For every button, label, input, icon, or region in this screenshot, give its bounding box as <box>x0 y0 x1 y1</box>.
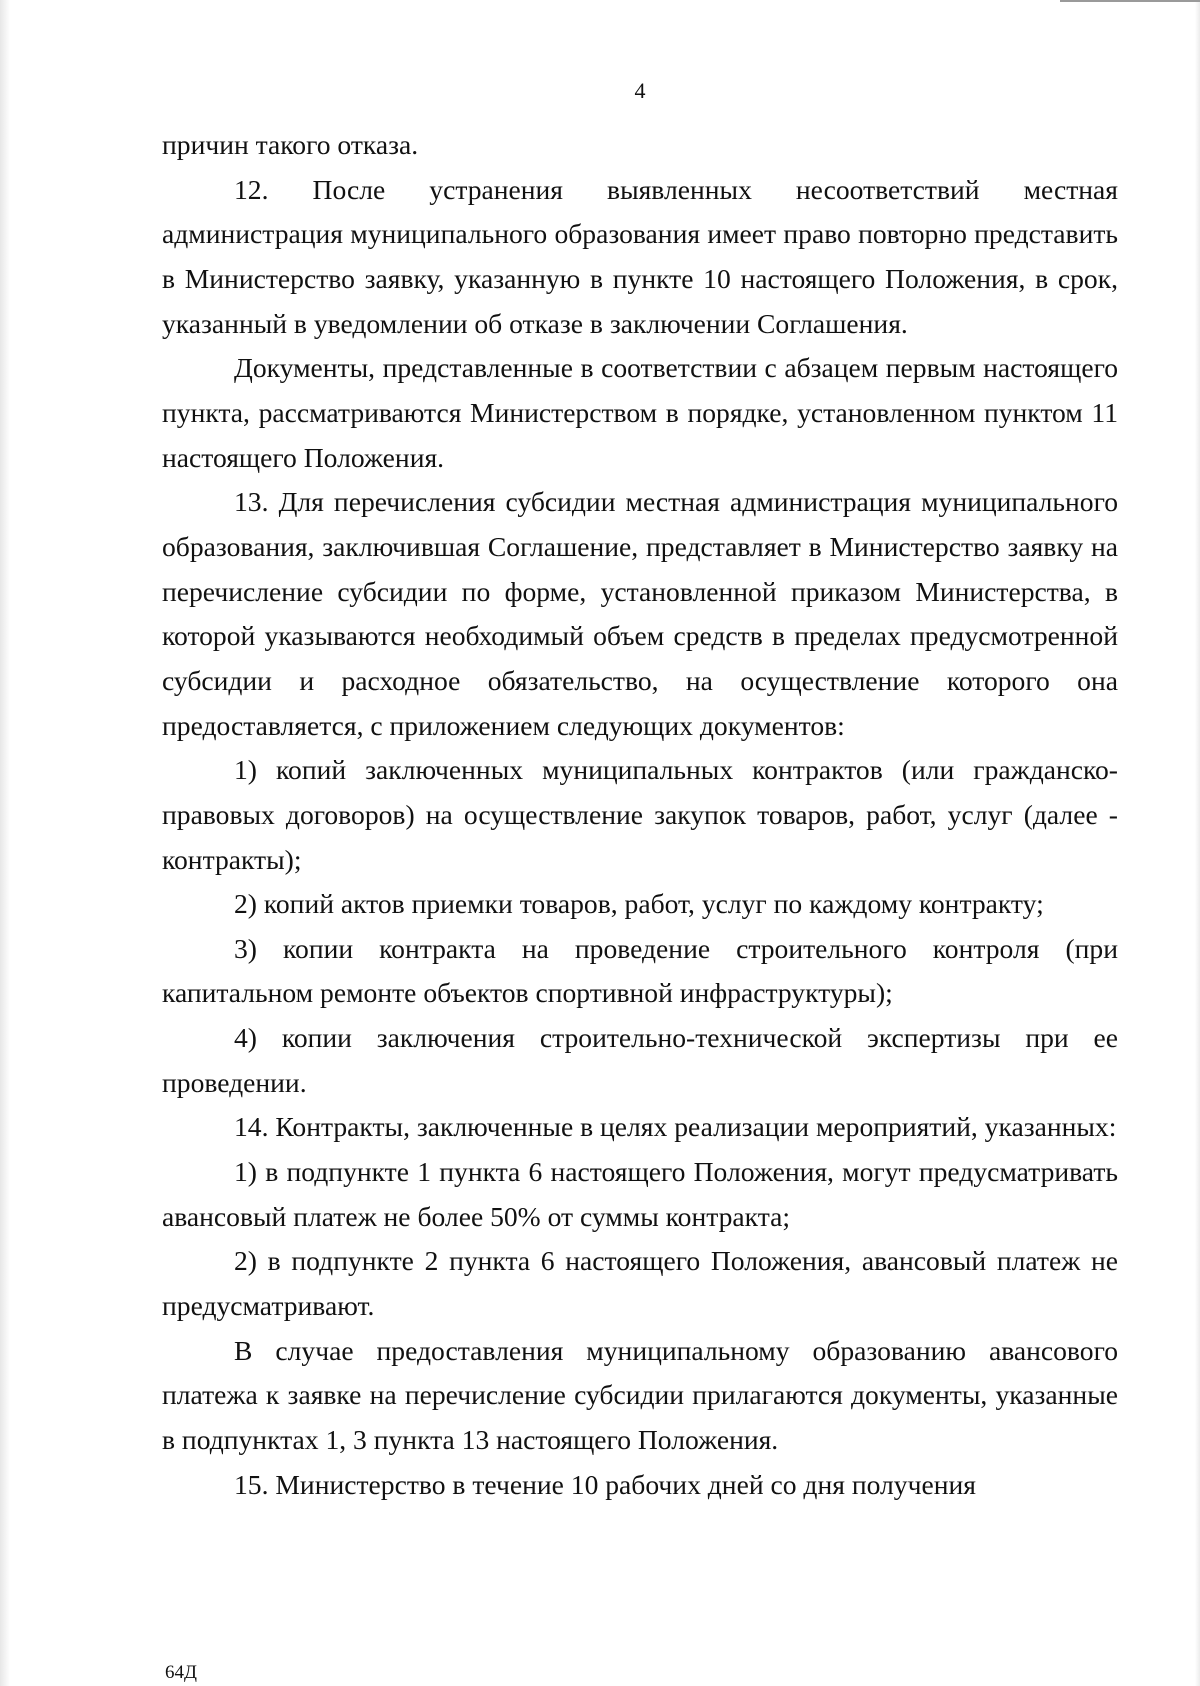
scan-line-top <box>1060 0 1200 2</box>
paragraph-14: 14. Контракты, заключенные в целях реализации мероприятий, указанных: <box>234 1111 1117 1143</box>
page-number: 4 <box>634 78 646 103</box>
paragraph-14-item-2: 2) в подпункте 2 пункта 6 настоящего Положения, авансовый платеж не предусматривают. <box>162 1245 1118 1322</box>
paragraph-13-item-4: 4) копии заключения строительно-технической экспертизы при ее проведении. <box>162 1022 1118 1098</box>
paragraph-12-documents: Документы, представленные в соответствии с абзацем первым настоящего пункта, рассматриваются Министерством в порядке, установленном пунктом 11 настоящего Положения. <box>162 352 1118 473</box>
paragraph-13-item-1: 1) копий заключенных муниципальных контрактов (или гражданско-правовых договоров) на осуществление закупок товаров, работ, услуг (далее - контракты); <box>162 754 1118 875</box>
scan-edge-left <box>0 0 10 1686</box>
paragraph-13: 13. Для перечисления субсидии местная администрация муниципального образования, заключившая Соглашение, представляет в Министерство заявку на перечисление субсидии по форме, установленной приказом Министерства, в которой указываются необходимый объем средств в пределах предусмотренной субсидии и расходное обязательство, на осуществление которого она предоставляется, с приложением следующих документов: <box>162 486 1118 741</box>
paragraph-15: 15. Министерство в течение 10 рабочих дней со дня получения <box>234 1468 976 1500</box>
paragraph-13-item-3: 3) копии контракта на проведение строительного контроля (при капитальном ремонте объектов спортивной инфраструктуры); <box>162 932 1118 1009</box>
document-code: 64Д <box>165 1662 197 1683</box>
paragraph-14-item-1: 1) в подпункте 1 пункта 6 настоящего Положения, могут предусматривать авансовый платеж не более 50% от суммы контракта; <box>162 1156 1118 1232</box>
paragraph-12: 12. После устранения выявленных несоответствий местная администрация муниципального образования имеет право повторно представить в Министерство заявку, указанную в пункте 10 настоящего Положения, в срок, указанный в уведомлении об отказе в заключении Соглашения. <box>162 173 1118 339</box>
paragraph-continuation: причин такого отказа. <box>162 129 419 160</box>
document-body <box>162 123 1118 1507</box>
paragraph-14-advance: В случае предоставления муниципальному образованию авансового платежа к заявке на перечисление субсидии прилагаются документы, указанные в подпунктах 1, 3 пункта 13 настоящего Положения. <box>162 1334 1118 1456</box>
paragraph-13-item-2: 2) копий актов приемки товаров, работ, услуг по каждому контракту; <box>234 888 1044 920</box>
scan-edge-right <box>1195 0 1200 1686</box>
